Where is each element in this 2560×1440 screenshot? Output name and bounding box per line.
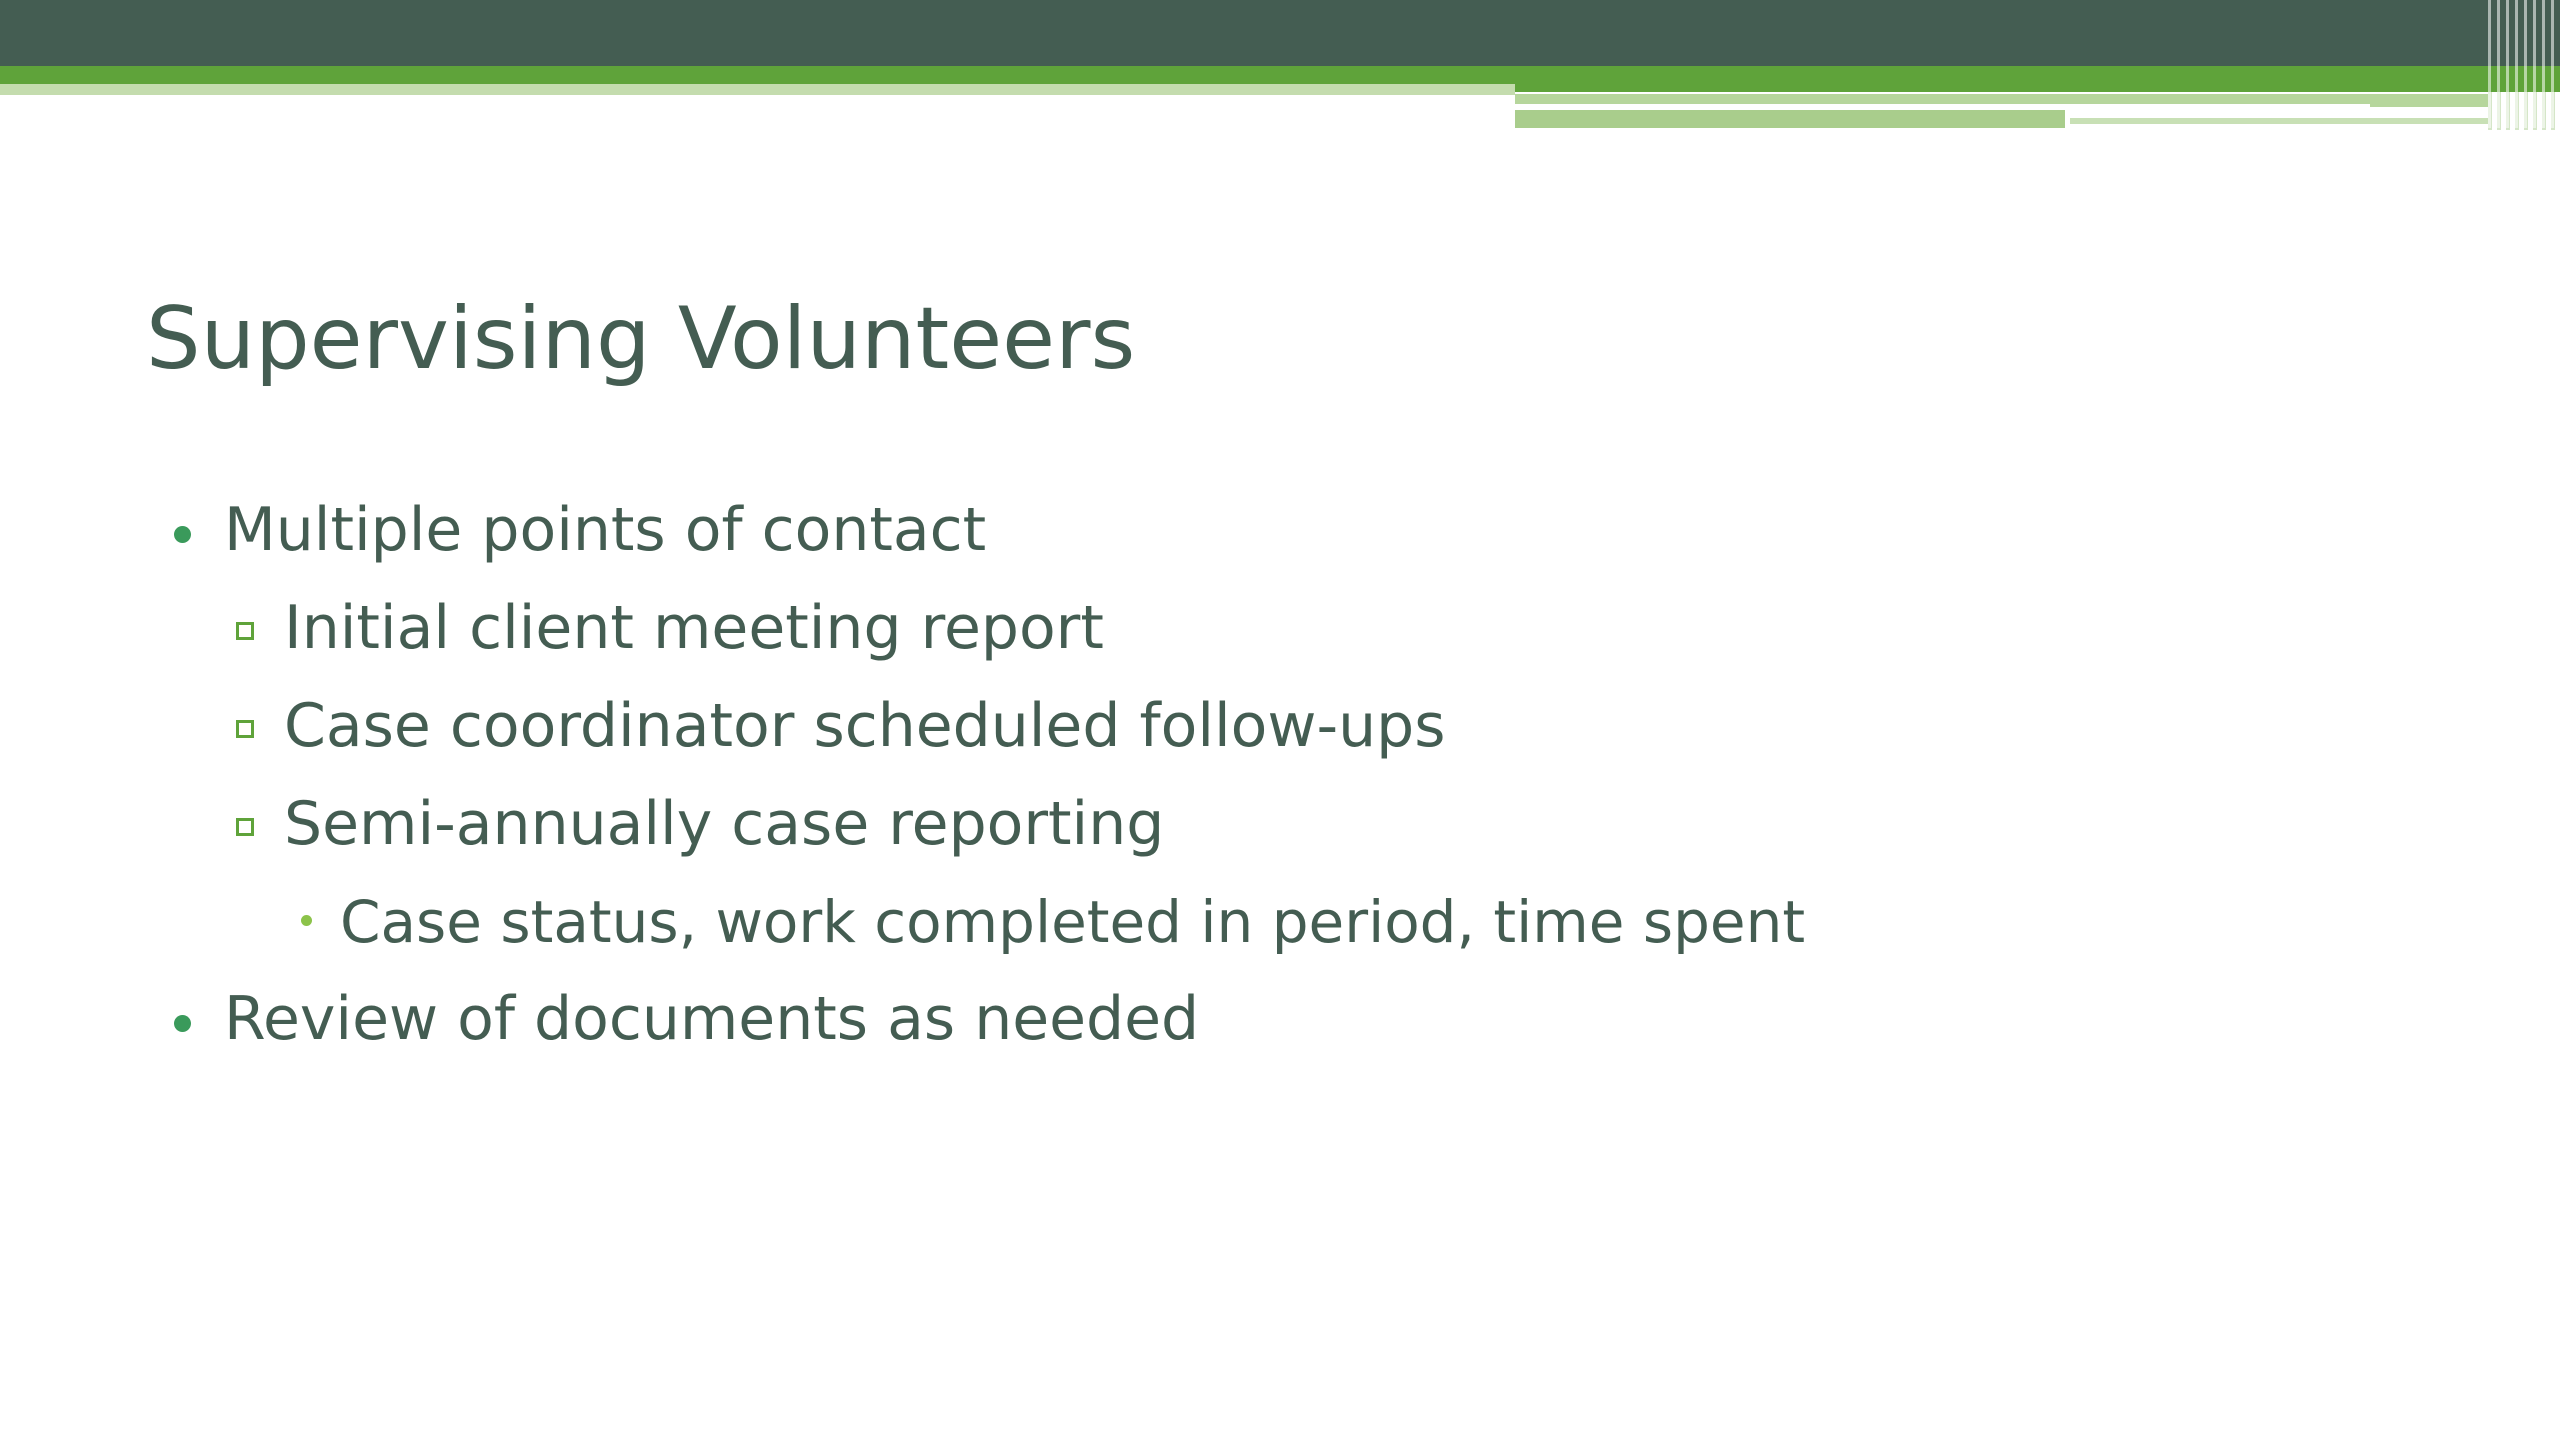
bullet-text: Initial client meeting report	[284, 593, 1104, 663]
bullet-square-icon	[236, 622, 254, 640]
sub-sub-bullet-item	[340, 888, 1806, 956]
bullet-square-icon	[236, 818, 254, 836]
bullet-text: Review of documents as needed	[224, 984, 1200, 1054]
bullet-small-dot-icon	[301, 915, 312, 926]
sub-bullet-item	[284, 593, 1104, 663]
bullet-item	[224, 984, 1200, 1054]
sub-bullet-item	[284, 789, 1165, 859]
sub-bullet-item	[284, 691, 1446, 761]
bullet-square-icon	[236, 720, 254, 738]
bullet-text: Multiple points of contact	[224, 495, 987, 565]
bullet-dot-icon	[174, 1015, 191, 1032]
slide-title: Supervising Volunteers	[146, 289, 1136, 389]
bullet-item	[224, 495, 987, 565]
bullet-text: Case status, work completed in period, time spent	[340, 888, 1806, 956]
bullet-text: Case coordinator scheduled follow-ups	[284, 691, 1446, 761]
bullet-dot-icon	[174, 526, 191, 543]
bullet-text: Semi-annually case reporting	[284, 789, 1165, 859]
